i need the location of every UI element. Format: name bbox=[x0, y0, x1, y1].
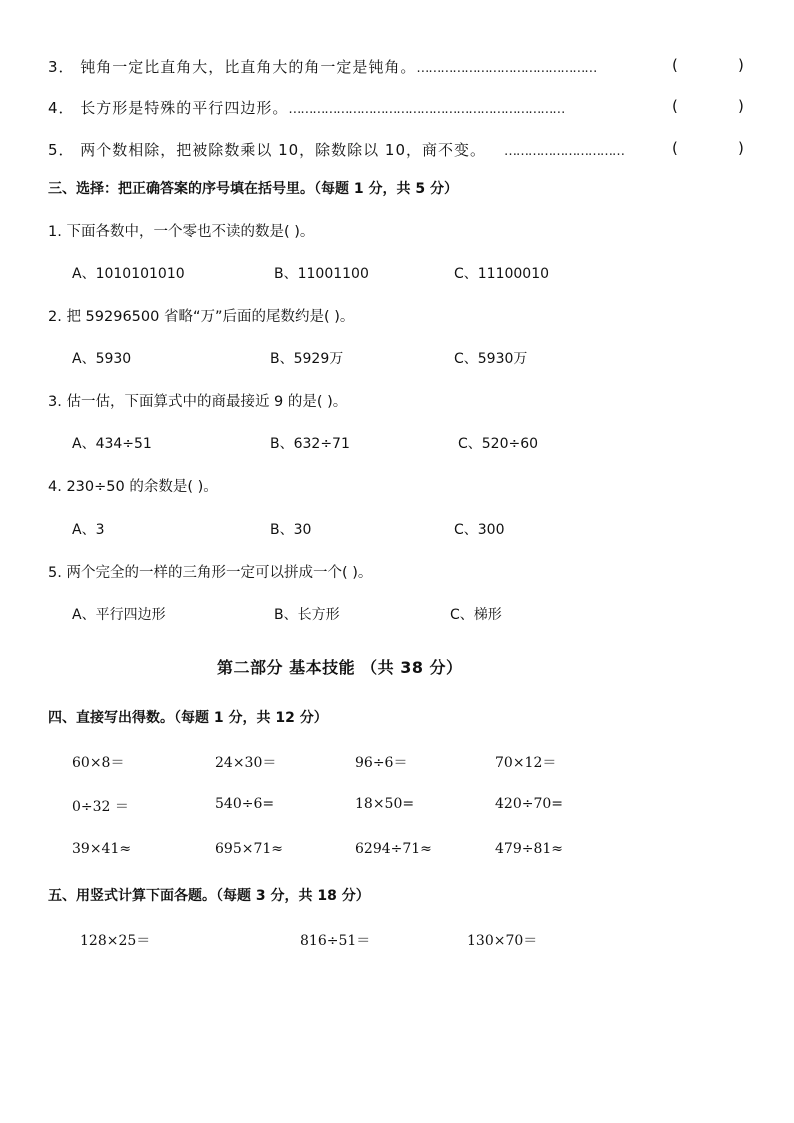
calc-item: 420÷70= bbox=[495, 796, 563, 812]
option-b: B、11001100 bbox=[274, 266, 369, 282]
vertical-calc-item: 816÷51＝ bbox=[300, 933, 371, 949]
calc-item: 540÷6= bbox=[215, 796, 275, 812]
part-title: 第二部分 基本技能 （共 38 分） bbox=[217, 658, 463, 677]
option-b: B、30 bbox=[270, 522, 312, 538]
calc-item: 18×50= bbox=[355, 796, 415, 812]
vertical-calc-item: 128×25＝ bbox=[80, 933, 151, 949]
tf-item-3 bbox=[48, 56, 596, 77]
question-text: 3. 估一估，下面算式中的商最接近 9 的是( )。 bbox=[48, 394, 348, 410]
option-c: C、梯形 bbox=[450, 607, 502, 623]
option-a: A、平行四边形 bbox=[72, 607, 166, 623]
option-c: C、11100010 bbox=[454, 266, 550, 282]
tf-item-text: 4． 长方形是特殊的平行四边形。 bbox=[48, 99, 289, 117]
answer-bracket-close: ) bbox=[738, 139, 744, 157]
question-text: 2. 把 59296500 省略“万”后面的尾数约是( )。 bbox=[48, 309, 355, 325]
calc-item: 96÷6＝ bbox=[355, 755, 408, 771]
calc-item: 695×71≈ bbox=[215, 841, 283, 857]
option-c: C、300 bbox=[454, 522, 505, 538]
tf-item-text: 5． 两个数相除，把被除数乘以 10，除数除以 10，商不变。 bbox=[48, 141, 487, 159]
calc-item: 6294÷71≈ bbox=[355, 841, 432, 857]
section-heading: 五、用竖式计算下面各题。（每题 3 分，共 18 分） bbox=[48, 888, 370, 904]
option-a: A、5930 bbox=[72, 351, 132, 367]
answer-bracket-open: ( bbox=[672, 97, 678, 115]
answer-bracket-close: ) bbox=[738, 97, 744, 115]
section-heading: 四、直接写出得数。（每题 1 分，共 12 分） bbox=[48, 710, 328, 726]
answer-bracket-close: ) bbox=[738, 56, 744, 74]
answer-bracket-open: ( bbox=[672, 56, 678, 74]
calc-item: 479÷81≈ bbox=[495, 841, 563, 857]
option-a: A、1010101010 bbox=[72, 266, 185, 282]
option-a: A、434÷51 bbox=[72, 436, 152, 452]
answer-bracket-open: ( bbox=[672, 139, 678, 157]
option-b: B、632÷71 bbox=[270, 436, 350, 452]
option-b: B、长方形 bbox=[274, 607, 340, 623]
calc-item: 60×8＝ bbox=[72, 755, 125, 771]
leader-dots: ………………………… bbox=[504, 144, 625, 159]
option-c: C、5930万 bbox=[454, 351, 528, 367]
calc-item: 24×30＝ bbox=[215, 755, 277, 771]
option-b: B、5929万 bbox=[270, 351, 344, 367]
leader-dots: ……………………………………… bbox=[416, 61, 597, 76]
calc-item: 0÷32 ＝ bbox=[72, 799, 129, 815]
question-text: 5. 两个完全的一样的三角形一定可以拼成一个( )。 bbox=[48, 565, 373, 581]
option-c: C、520÷60 bbox=[458, 436, 539, 452]
option-a: A、3 bbox=[72, 522, 105, 538]
question-text: 4. 230÷50 的余数是( )。 bbox=[48, 479, 218, 495]
calc-item: 39×41≈ bbox=[72, 841, 132, 857]
tf-item-4 bbox=[48, 97, 564, 118]
section-heading: 三、选择：把正确答案的序号填在括号里。（每题 1 分，共 5 分） bbox=[48, 181, 458, 197]
tf-item-5 bbox=[48, 139, 624, 160]
leader-dots: …………………………………………………………… bbox=[288, 102, 565, 117]
vertical-calc-item: 130×70＝ bbox=[467, 933, 538, 949]
calc-item: 70×12＝ bbox=[495, 755, 557, 771]
question-text: 1. 下面各数中，一个零也不读的数是( )。 bbox=[48, 224, 315, 240]
tf-item-text: 3． 钝角一定比直角大，比直角大的角一定是钝角。 bbox=[48, 58, 417, 76]
